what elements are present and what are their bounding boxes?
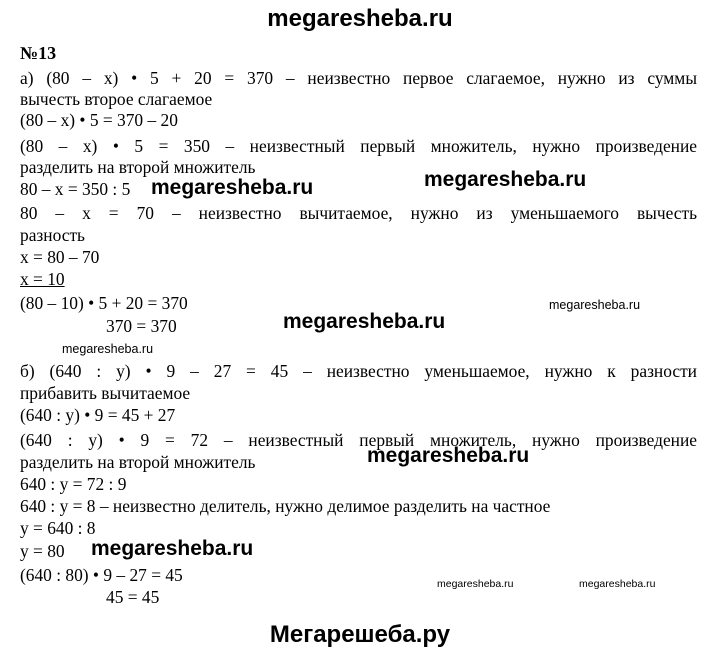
part-a-check-2: 370 = 370	[106, 316, 177, 336]
part-a-line-4: (80 – x) • 5 = 350 – неизвестный первый множитель, нужно произведение	[20, 136, 697, 156]
footer-watermark: Мегарешеба.ру	[269, 621, 451, 648]
part-b-line-6: 640 : y = 72 : 9	[20, 474, 127, 494]
header-watermark: megaresheba.ru	[267, 5, 453, 32]
part-b-line-9: y = 80	[20, 541, 65, 561]
part-b-line-2: прибавить вычитаемое	[20, 383, 191, 403]
watermark-tiny-1: megaresheba.ru	[437, 578, 514, 590]
part-b-check-1: (640 : 80) • 9 – 27 = 45	[20, 565, 183, 585]
part-a-check-1: (80 – 10) • 5 + 20 = 370	[20, 293, 188, 313]
watermark-mid-2: megaresheba.ru	[424, 168, 587, 191]
part-b-line-1: б) (640 : y) • 9 – 27 = 45 – неизвестно уменьшаемое, нужно к разности	[20, 361, 697, 381]
part-b-line-5: разделить на второй множитель	[20, 452, 256, 472]
part-b-line-3: (640 : y) • 9 = 45 + 27	[20, 405, 176, 425]
watermark-small-2: megaresheba.ru	[62, 342, 154, 356]
part-a-line-1: а) (80 – x) • 5 + 20 = 370 – неизвестно первое слагаемое, нужно из суммы	[20, 68, 697, 88]
part-b-check-2: 45 = 45	[106, 587, 160, 607]
part-b-line-8: y = 640 : 8	[20, 518, 96, 538]
problem-number: №13	[20, 43, 57, 63]
part-a-line-9: x = 80 – 70	[20, 247, 100, 267]
watermark-mid-4: megaresheba.ru	[367, 444, 530, 467]
part-a-line-6: 80 – x = 350 : 5	[20, 179, 131, 199]
watermark-tiny-2: megaresheba.ru	[579, 578, 656, 590]
watermark-mid-1: megaresheba.ru	[151, 176, 314, 199]
part-a-line-7: 80 – x = 70 – неизвестно вычитаемое, нужно из уменьшаемого вычесть	[20, 203, 697, 223]
part-b-line-4: (640 : y) • 9 = 72 – неизвестный первый множитель, нужно произведение	[20, 430, 697, 450]
part-a-line-8: разность	[20, 225, 85, 245]
part-a-answer	[20, 269, 65, 290]
watermark-small-1: megaresheba.ru	[549, 298, 641, 312]
part-a-line-3: (80 – x) • 5 = 370 – 20	[20, 110, 178, 130]
part-a-answer-text: x = 10	[20, 269, 65, 289]
watermark-mid-5: megaresheba.ru	[91, 537, 254, 560]
part-a-line-2: вычесть второе слагаемое	[20, 89, 213, 109]
watermark-mid-3: megaresheba.ru	[283, 310, 446, 333]
part-b-line-7: 640 : y = 8 – неизвестно делитель, нужно делимое разделить на частное	[20, 496, 551, 516]
part-a-line-5: разделить на второй множитель	[20, 157, 256, 177]
